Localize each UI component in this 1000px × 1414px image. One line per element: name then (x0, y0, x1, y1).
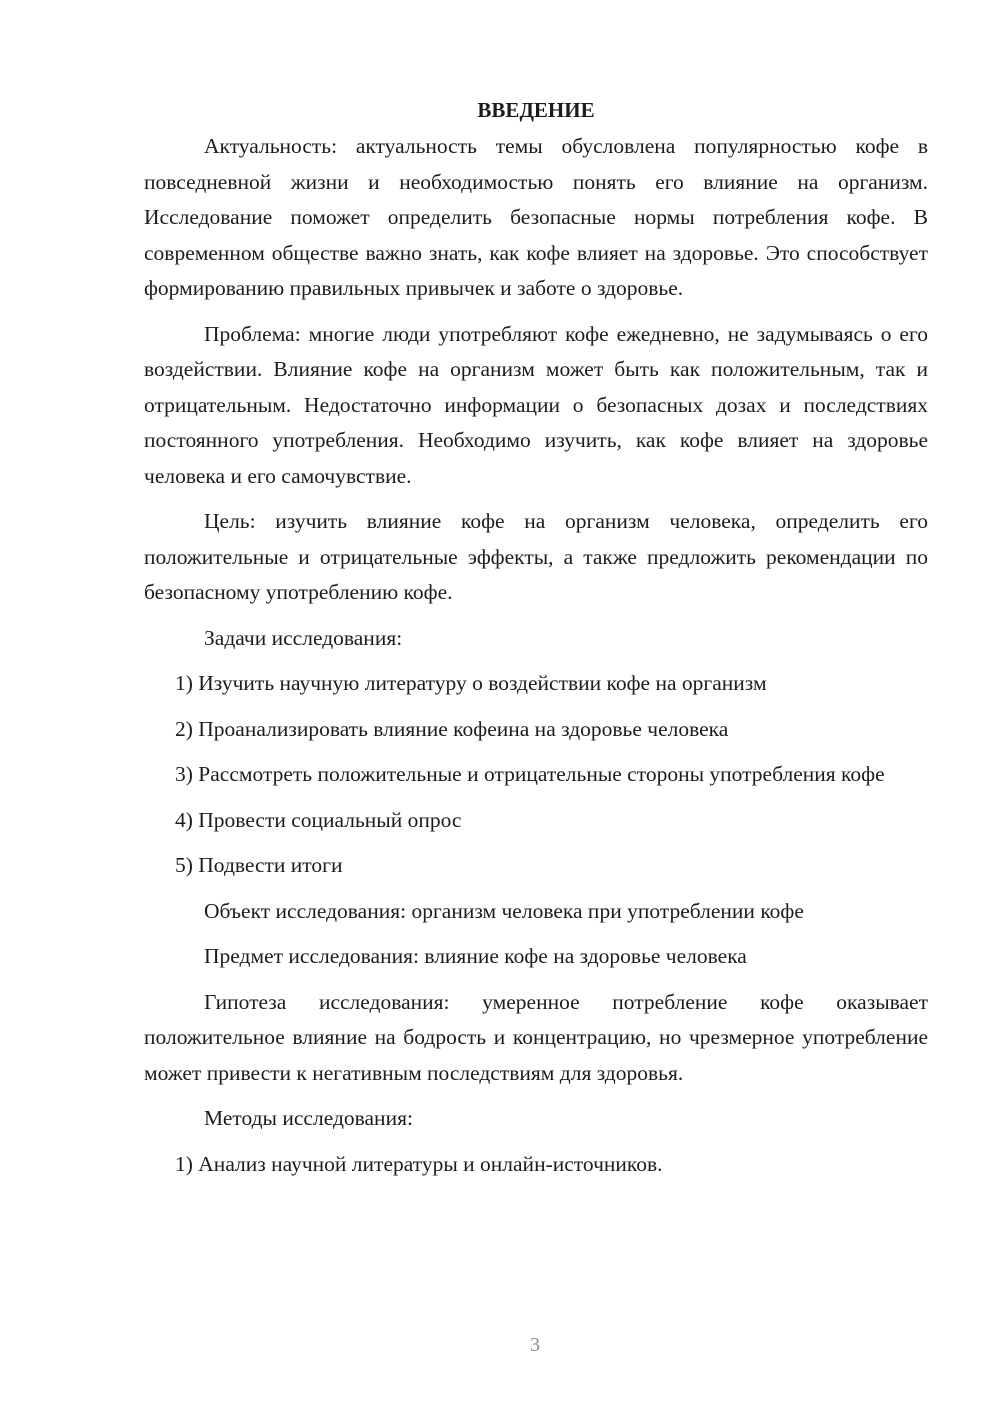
subject-paragraph: Предмет исследования: влияние кофе на здоровье человека (204, 944, 747, 968)
task-item-4: 4) Провести социальный опрос (175, 807, 462, 832)
problem-paragraph: Проблема: многие люди употребляют кофе ежедневно, не задумываясь о его воздействии. Влияние кофе на организм может быть как положительным, так и отрицательным. Недостаточно информации о безопасных дозах и последствиях постоянного употребления. Необходимо изучить, как кофе влияет на здоровье человека и его самочувствие. (144, 321, 928, 488)
goal-paragraph: Цель: изучить влияние кофе на организм человека, определить его положительные и отрицательные эффекты, а также предложить рекомендации по безопасному употреблению кофе. (144, 509, 928, 604)
task-item-5: 5) Подвести итоги (175, 853, 343, 877)
object-paragraph: Объект исследования: организм человека при употреблении кофе (204, 898, 804, 923)
task-item-3: 3) Рассмотреть положительные и отрицательные стороны употребления кофе (175, 762, 885, 786)
section-heading: ВВЕДЕНИЕ (477, 98, 595, 122)
method-item-1: 1) Анализ научной литературы и онлайн-источников. (175, 1151, 663, 1176)
document-page (144, 95, 928, 1192)
methods-heading: Методы исследования: (204, 1106, 413, 1130)
relevance-paragraph: Актуальность: актуальность темы обусловлена популярностью кофе в повседневной жизни и необходимостью понять его влияние на организм. Исследование поможет определить безопасные нормы потребления кофе. В современном обществе важно знать, как кофе влияет на здоровье. Это способствует формированию правильных привычек и заботе о здоровье. (144, 134, 928, 300)
page-number: 3 (530, 1334, 540, 1356)
tasks-heading: Задачи исследования: (204, 625, 403, 650)
task-item-2: 2) Проанализировать влияние кофеина на здоровье человека (175, 716, 729, 741)
hypothesis-paragraph: Гипотеза исследования: умеренное потребление кофе оказывает положительное влияние на бодрость и концентрацию, но чрезмерное употребление может привести к негативным последствиям для здоровья. (144, 989, 928, 1085)
task-item-1: 1) Изучить научную литературу о воздействии кофе на организм (175, 671, 767, 695)
